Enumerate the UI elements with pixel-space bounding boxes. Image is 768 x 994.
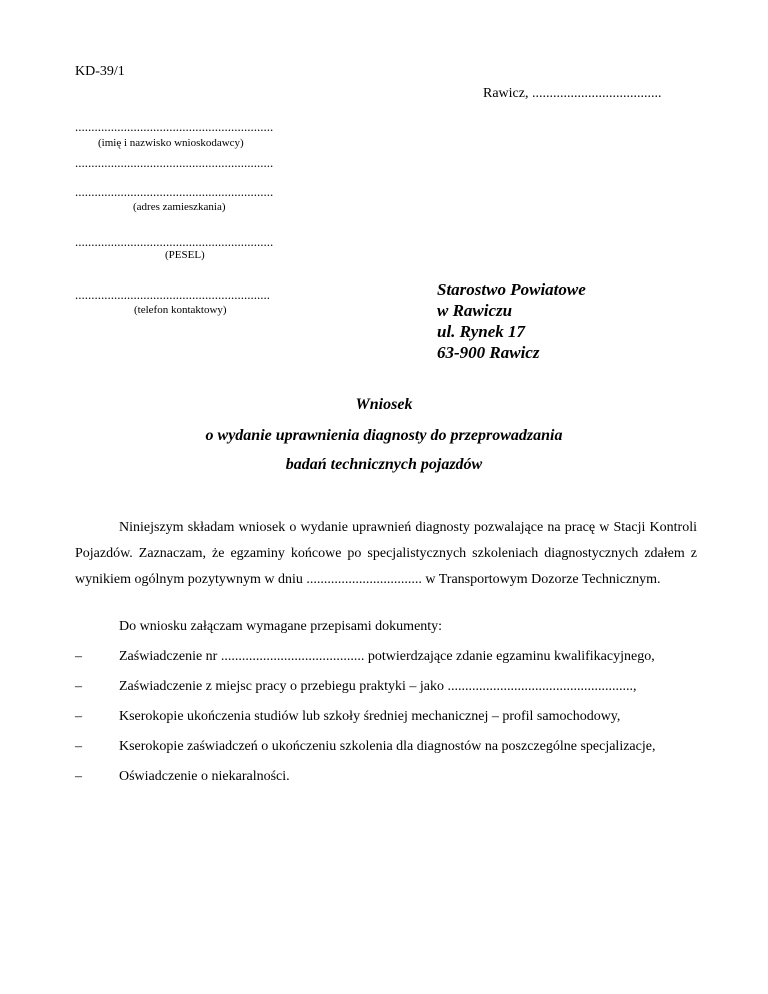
list-item [75, 735, 697, 759]
bullet-dash: – [75, 679, 82, 694]
request-paragraph: Niniejszym składam wniosek o wydanie uprawnień diagnosty pozwalające na pracę w Stacji Kontroli Pojazdów. Zaznaczam, że egzaminy końcowe po specjalistycznych szkoleniach diagnostycznych zdałem z wynikiem ogólnym pozytywnym w dniu ................................. w Transportowym Dozorze Technicznym. [75, 520, 697, 587]
attachment-work-practice: Zaświadczenie z miejsc pracy o przebiegu praktyki – jako ....................................................., [119, 679, 637, 694]
attachment-certificate-exam: Zaświadczenie nr ......................................... potwierdzające zdanie egzaminu kwalifikacyjnego, [119, 649, 655, 664]
applicant-address-field-1[interactable]: ............................................................. [75, 155, 274, 170]
applicant-address-field-2[interactable]: ............................................................. [75, 184, 274, 199]
document-code: KD-39/1 [75, 64, 125, 79]
list-item [75, 765, 697, 789]
document-subtitle-line-1: o wydanie uprawnienia diagnosty do przeprowadzania [205, 427, 563, 444]
pesel-caption: (PESEL) [165, 249, 205, 261]
addressee-line-1: Starostwo Powiatowe [437, 280, 586, 299]
addressee-block [437, 279, 586, 363]
phone-field[interactable]: ............................................................ [75, 287, 270, 302]
place-date-field[interactable]: Rawicz, ..................................... [483, 86, 662, 101]
applicant-name-field[interactable]: ............................................................. [75, 119, 274, 134]
bullet-dash: – [75, 649, 82, 664]
attachment-no-criminal-record: Oświadczenie o niekaralności. [119, 769, 290, 784]
list-item [75, 675, 697, 699]
attachments-intro: Do wniosku załączam wymagane przepisami dokumenty: [119, 619, 443, 634]
attachment-training-certificates: Kserokopie zaświadczeń o ukończeniu szkolenia dla diagnostów na poszczególne specjalizacje, [119, 739, 656, 754]
list-item [75, 645, 697, 669]
bullet-dash: – [75, 769, 82, 784]
addressee-line-2: w Rawiczu [437, 301, 513, 320]
attachments-list [75, 645, 697, 795]
address-caption: (adres zamieszkania) [133, 201, 226, 213]
phone-caption: (telefon kontaktowy) [134, 304, 227, 316]
pesel-field[interactable]: ............................................................. [75, 234, 274, 249]
applicant-name-caption: (imię i nazwisko wnioskodawcy) [98, 137, 244, 149]
bullet-dash: – [75, 739, 82, 754]
list-item [75, 705, 697, 729]
document-subtitle-line-2: badań technicznych pojazdów [285, 456, 483, 473]
attachment-studies-copy: Kserokopie ukończenia studiów lub szkoły średniej mechanicznej – profil samochodowy, [119, 709, 621, 724]
addressee-line-4: 63-900 Rawicz [437, 343, 540, 362]
addressee-line-3: ul. Rynek 17 [437, 322, 526, 341]
bullet-dash: – [75, 709, 82, 724]
document-title: Wniosek [355, 396, 413, 413]
